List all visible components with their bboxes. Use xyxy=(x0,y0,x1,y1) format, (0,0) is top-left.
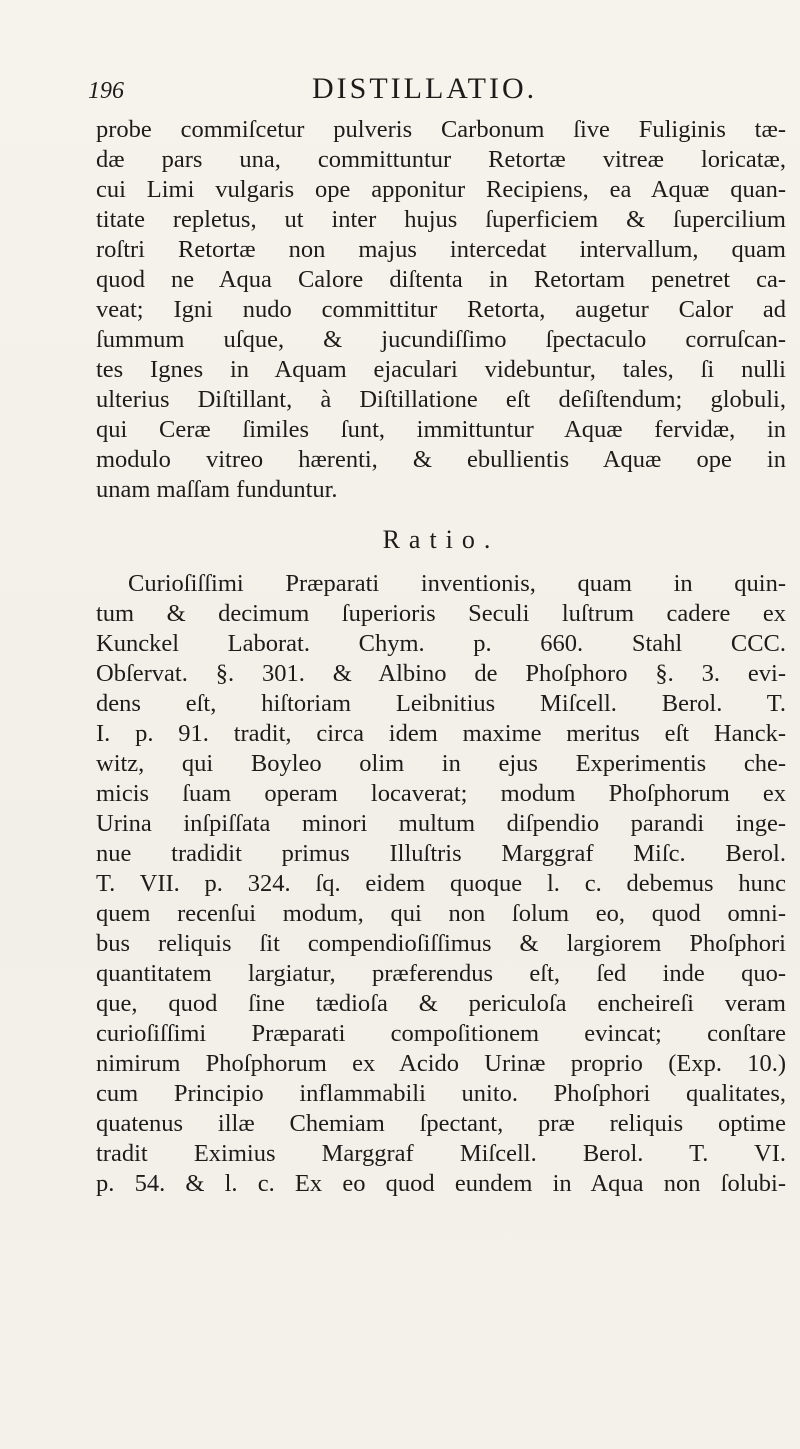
text-line: witz, qui Boyleo olim in ejus Experimentis che- xyxy=(96,750,786,777)
text-line: cum Principio inflammabili unito. Phoſphori qualitates, xyxy=(96,1080,786,1107)
text-line: dæ pars una, committuntur Retortæ vitreæ loricatæ, xyxy=(96,146,786,173)
text-line: Curioſiſſimi Præparati inventionis, quam in quin- xyxy=(128,570,786,597)
text-line: quem recenſui modum, qui non ſolum eo, quod omni- xyxy=(96,900,786,927)
page-header xyxy=(88,72,778,112)
text-line: roſtri Retortæ non majus intercedat intervallum, quam xyxy=(96,236,786,263)
text-line: quantitatem largiatur, præferendus eſt, ſed inde quo- xyxy=(96,960,786,987)
text-line: cui Limi vulgaris ope apponitur Recipiens, ea Aquæ quan- xyxy=(96,176,786,203)
text-line: unam maſſam funduntur. xyxy=(96,476,338,503)
text-line: Urina inſpiſſata minori multum diſpendio parandi inge- xyxy=(96,810,786,837)
text-line: veat; Igni nudo committitur Retorta, augetur Calor ad xyxy=(96,296,786,323)
text-line: nimirum Phoſphorum ex Acido Urinæ proprio (Exp. 10.) xyxy=(96,1050,786,1077)
text-line: I. p. 91. tradit, circa idem maxime meritus eſt Hanck- xyxy=(96,720,786,747)
text-line: nue tradidit primus Illuſtris Marggraf Miſc. Berol. xyxy=(96,840,786,867)
text-line: modulo vitreo hærenti, & ebullientis Aquæ ope in xyxy=(96,446,786,473)
page-number: 196 xyxy=(88,78,124,104)
text-line: dens eſt, hiſtoriam Leibnitius Miſcell. Berol. T. xyxy=(96,690,786,717)
text-line: quatenus illæ Chemiam ſpectant, præ reliquis optime xyxy=(96,1110,786,1137)
body-text xyxy=(96,115,786,1199)
text-line: micis ſuam operam locaverat; modum Phoſphorum ex xyxy=(96,780,786,807)
section-title: Ratio. xyxy=(382,525,500,554)
text-line: que, quod ſine tædioſa & periculoſa encheireſi veram xyxy=(96,990,786,1017)
text-line: titate repletus, ut inter hujus ſuperficiem & ſupercilium xyxy=(96,206,786,233)
text-line: bus reliquis ſit compendioſiſſimus & largiorem Phoſphori xyxy=(96,930,786,957)
text-line: p. 54. & l. c. Ex eo quod eundem in Aqua non ſolubi- xyxy=(96,1170,786,1197)
text-line: Kunckel Laborat. Chym. p. 660. Stahl CCC. xyxy=(96,630,786,657)
text-line: curioſiſſimi Præparati compoſitionem evincat; conſtare xyxy=(96,1020,786,1047)
text-line: tum & decimum ſuperioris Seculi luſtrum cadere ex xyxy=(96,600,786,627)
running-head: DISTILLATIO. xyxy=(312,72,538,105)
text-line: ſummum uſque, & jucundiſſimo ſpectaculo corruſcan- xyxy=(96,326,786,353)
text-line: qui Ceræ ſimiles ſunt, immittuntur Aquæ fervidæ, in xyxy=(96,416,786,443)
text-line: quod ne Aqua Calore diſtenta in Retortam penetret ca- xyxy=(96,266,786,293)
text-line: probe commiſcetur pulveris Carbonum ſive Fuliginis tæ- xyxy=(96,116,786,143)
text-line: T. VII. p. 324. ſq. eidem quoque l. c. debemus hunc xyxy=(96,870,786,897)
text-line: tradit Eximius Marggraf Miſcell. Berol. T. VI. xyxy=(96,1140,786,1167)
text-line: Obſervat. §. 301. & Albino de Phoſphoro §. 3. evi- xyxy=(96,660,786,687)
text-line: ulterius Diſtillant, à Diſtillatione eſt deſiſtendum; globuli, xyxy=(96,386,786,413)
text-line: tes Ignes in Aquam ejaculari videbuntur, tales, ſi nulli xyxy=(96,356,786,383)
